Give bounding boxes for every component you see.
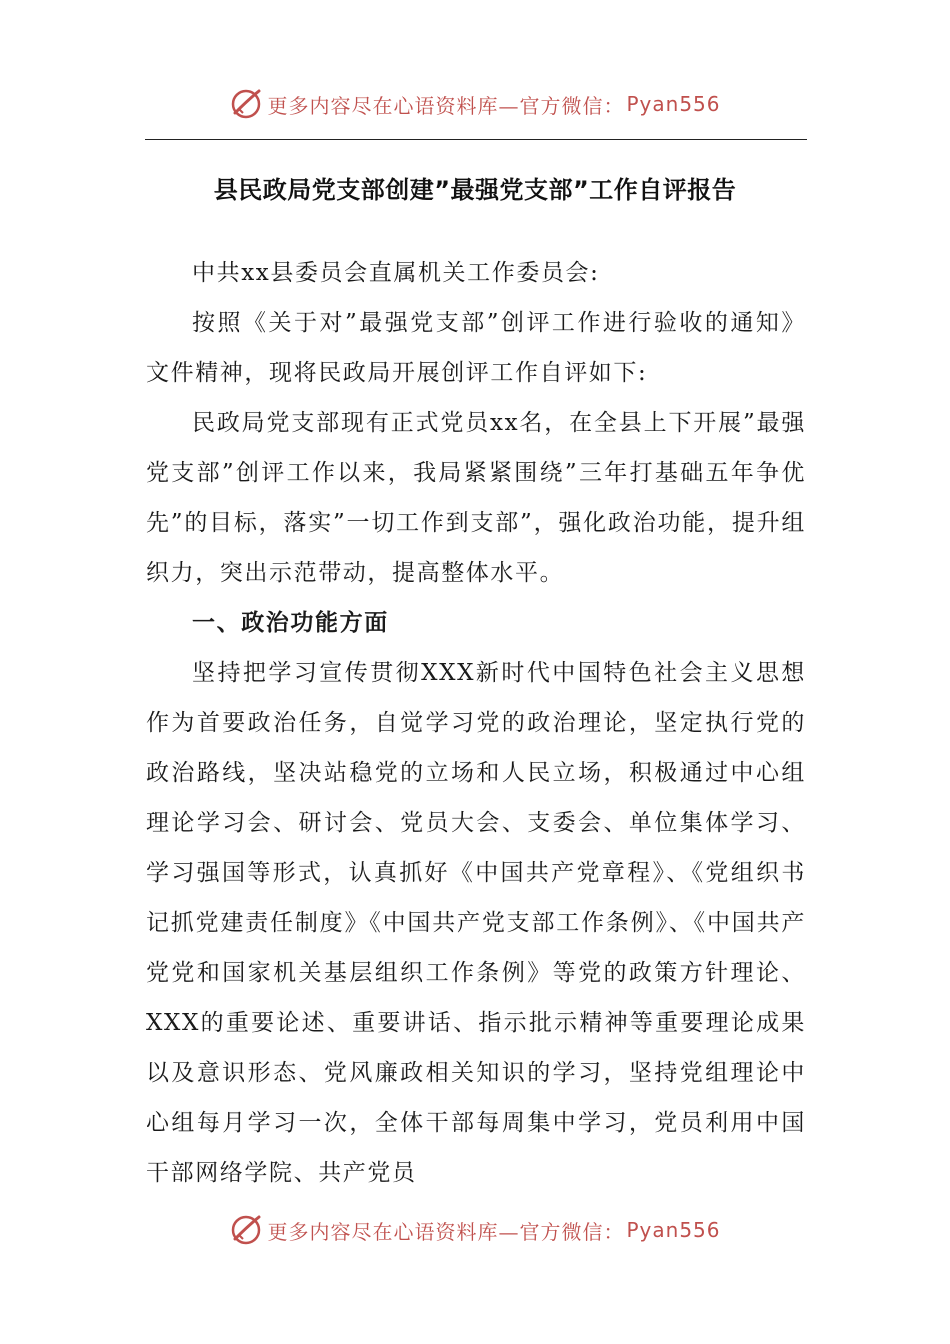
document-body — [146, 248, 806, 1198]
footer-watermark — [0, 1208, 950, 1252]
document-title: 县民政局党支部创建”最强党支部”工作自评报告 — [213, 176, 737, 204]
pen-logo-icon — [229, 1213, 263, 1247]
pen-logo-icon — [229, 87, 263, 121]
footer-watermark-text: 更多内容尽在心语资料库—官方微信： — [267, 1219, 625, 1244]
footer-wechat-id: Pyan556 — [626, 1218, 721, 1242]
section-heading: 一、政治功能方面 — [192, 610, 389, 636]
header-divider — [145, 139, 807, 140]
header-watermark — [0, 82, 950, 126]
overview-paragraph: 民政局党支部现有正式党员xx名，在全县上下开展”最强党支部”创评工作以来，我局紧紧围绕”三年打基础五年争优先”的目标，落实”一切工作到支部”，强化政治功能，提升组织力，突出示范带动，提高整体水平。 — [146, 410, 806, 586]
salutation: 中共xx县委员会直属机关工作委员会: — [192, 260, 600, 286]
header-watermark-text: 更多内容尽在心语资料库—官方微信： — [267, 93, 625, 118]
intro-paragraph: 按照《关于对”最强党支部”创评工作进行验收的通知》文件精神，现将民政局开展创评工作自评如下: — [146, 310, 806, 386]
section-paragraph: 坚持把学习宣传贯彻XXX新时代中国特色社会主义思想作为首要政治任务，自觉学习党的政治理论，坚定执行党的政治路线，坚决站稳党的立场和人民立场，积极通过中心组理论学习会、研讨会、党员大会、支委会、单位集体学习、学习强国等形式，认真抓好《中国共产党章程》、《党组织书记抓党建责任制度》《中国共产党支部工作条例》、《中国共产党党和国家机关基层组织工作条例》等党的政策方针理论、XXX的重要论述、重要讲话、指示批示精神等重要理论成果以及意识形态、党风廉政相关知识的学习，坚持党组理论中心组每月学习一次，全体干部每周集中学习，党员利用中国干部网络学院、共产党员 — [146, 660, 806, 1186]
header-wechat-id: Pyan556 — [626, 92, 721, 116]
